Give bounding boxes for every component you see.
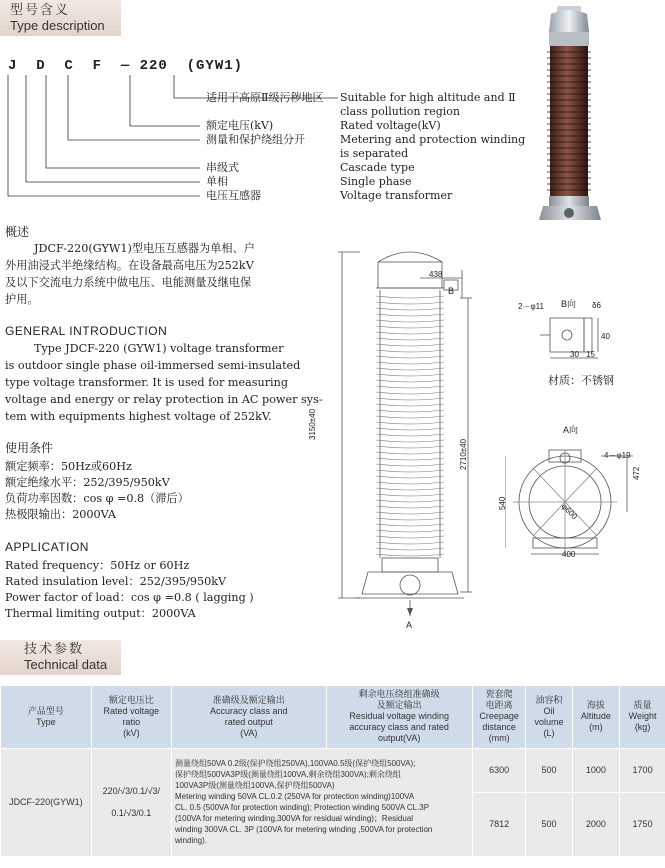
header-accuracy: 准确级及额定输出 Accuracy class and rated output (VA) bbox=[172, 686, 327, 748]
legend-en-3: Cascade type bbox=[340, 161, 415, 174]
general-line-3: voltage and energy or relay protection in AC power sys- bbox=[5, 393, 323, 406]
header-ratio: 额定电压比 Rated voltage ratio (kV) bbox=[91, 686, 171, 748]
type-description-header bbox=[0, 0, 121, 36]
dim-400: 400 bbox=[562, 550, 576, 559]
conditions-line-2: 负荷功率因数：cos φ =0.8（滞后） bbox=[5, 492, 189, 505]
technical-data-title-zh: 技术参数 bbox=[24, 642, 85, 657]
header-type: 产品型号 Type bbox=[1, 686, 92, 748]
header-residual: 剩余电压绕组准确级 及额定输出 Residual voltage winding accuracy class and rated output(VA) bbox=[326, 686, 472, 748]
conditions-heading: 使用条件 bbox=[5, 441, 54, 455]
legend-en-2: Metering and protection winding bbox=[340, 133, 526, 146]
legend-en-4: Single phase bbox=[340, 175, 412, 188]
general-heading: GENERAL INTRODUCTION bbox=[5, 324, 168, 338]
technical-data-header bbox=[0, 640, 121, 675]
cell-weight-0: 1700 bbox=[620, 748, 665, 792]
b-view-drawing bbox=[530, 310, 630, 365]
legend-zh-2: 测量和保护绕组分开 bbox=[206, 133, 305, 146]
application-line-1: Rated insulation level：252/395/950kV bbox=[5, 575, 227, 588]
header-creepage: 瓷套爬 电距离 Creepage distance (mm) bbox=[472, 686, 526, 748]
dim-phi: φ600 bbox=[559, 501, 580, 522]
legend-zh-3: 串级式 bbox=[206, 161, 239, 174]
header-oil: 油容积 Oil volume (L) bbox=[526, 686, 572, 748]
cell-accuracy: 测量绕组50VA 0.2级(保护绕组250VA),100VA0.5级(保护绕组500VA); 保护绕组500VA3P级(测量绕组100VA,剩余绕组300VA);剩余绕组 100VA3P级(测量绕组100VA,保护绕组500VA) Metering winding 50VA CL.0.2 (250VA for protection winding)100VA CL. 0.5 (500VA for protection winding); Protection winding 500VA CL.3P (100VA for metering winding,300VA for residual winding)；Residual winding 300VA CL. 3P (100VA for metering winding ,500VA for protection winding). bbox=[172, 748, 473, 856]
technical-data-table bbox=[0, 686, 665, 856]
a-view-drawing bbox=[505, 440, 655, 565]
model-code: J D C F — 220 (GYW1) bbox=[8, 58, 244, 74]
legend-zh-1: 额定电压(kV) bbox=[206, 119, 274, 132]
cell-creepage-0: 6300 bbox=[472, 748, 526, 792]
legend-zh-4: 单相 bbox=[206, 175, 228, 188]
application-line-0: Rated frequency：50Hz or 60Hz bbox=[5, 559, 190, 572]
dim-2710: 2710±40 bbox=[459, 438, 468, 470]
overview-line-3: 护用。 bbox=[5, 293, 39, 306]
conditions-line-3: 热极限输出：2000VA bbox=[5, 508, 116, 521]
overview-line-0: JDCF-220(GYW1)型电压互感器为单相、户 bbox=[34, 242, 255, 255]
legend-en-0: Suitable for high altitude and Ⅱ bbox=[340, 91, 516, 104]
label-b: B bbox=[448, 286, 455, 296]
table-row bbox=[1, 748, 665, 792]
material-note: 材质：不锈钢 bbox=[548, 374, 614, 387]
type-description-title-en: Type description bbox=[10, 17, 105, 33]
legend-en-0b: class pollution region bbox=[340, 105, 460, 118]
conditions-line-0: 额定频率：50Hz或60Hz bbox=[5, 460, 132, 473]
cell-creepage-1: 7812 bbox=[472, 792, 526, 856]
cell-type: JDCF-220(GYW1) bbox=[1, 748, 92, 856]
legend-en-2b: is separated bbox=[340, 147, 409, 160]
general-line-2: type voltage transformer. It is used for measuring bbox=[5, 376, 288, 389]
dim-40: 40 bbox=[601, 332, 610, 341]
a-view-label: A向 bbox=[563, 425, 579, 435]
cell-weight-1: 1750 bbox=[620, 792, 665, 856]
general-line-1: is outdoor single phase oil-immersed semi-insulated bbox=[5, 359, 301, 372]
header-weight: 质量 Weight (kg) bbox=[620, 686, 665, 748]
cell-oil-1: 500 bbox=[526, 792, 572, 856]
application-line-3: Thermal limiting output：2000VA bbox=[5, 607, 196, 620]
overview-line-2: 及以下交流电力系统中做电压、电能测量及继电保 bbox=[5, 276, 252, 289]
dim-540: 540 bbox=[498, 496, 507, 510]
delta-label: δ6 bbox=[592, 301, 601, 310]
header-altitude: 海拔 Altitude (m) bbox=[572, 686, 619, 748]
dim-438: 438 bbox=[429, 270, 443, 279]
legend-zh-5: 电压互感器 bbox=[206, 189, 261, 202]
legend-zh-0: 适用于高原Ⅱ级污秽地区 bbox=[206, 91, 324, 104]
dim-3150: 3150±40 bbox=[308, 408, 317, 440]
b-view-label: B向 bbox=[561, 299, 577, 309]
general-line-4: tem with equipments highest voltage of 252kV. bbox=[5, 410, 272, 423]
type-description-title-zh: 型号含义 bbox=[10, 3, 71, 18]
cell-altitude-0: 1000 bbox=[572, 748, 619, 792]
dim-472: 472 bbox=[632, 466, 641, 480]
conditions-line-1: 额定绝缘水平：252/395/950kV bbox=[5, 476, 170, 489]
product-photo bbox=[535, 6, 605, 224]
general-line-0: Type JDCF-220 (GYW1) voltage transformer bbox=[34, 342, 284, 355]
dim-15: 15 bbox=[586, 350, 595, 359]
cell-altitude-1: 2000 bbox=[572, 792, 619, 856]
overview-line-1: 外用油浸式半绝缘结构。在设备最高电压为252kV bbox=[5, 259, 254, 272]
cell-oil-0: 500 bbox=[526, 748, 572, 792]
technical-data-title-en: Technical data bbox=[24, 656, 108, 672]
legend-en-1: Rated voltage(kV) bbox=[340, 119, 441, 132]
hole-2-label: 2－φ11 bbox=[518, 302, 544, 311]
dim-30: 30 bbox=[570, 350, 579, 359]
elevation-drawing bbox=[320, 240, 490, 630]
cell-ratio: 220/√3/0.1/√3/ 0.1/√3/0.1 bbox=[91, 748, 171, 856]
application-heading: APPLICATION bbox=[5, 540, 89, 554]
hole-4-label: 4－φ19 bbox=[604, 451, 631, 460]
legend-en-5: Voltage transformer bbox=[340, 189, 453, 202]
table-header-row bbox=[1, 686, 665, 748]
overview-heading: 概述 bbox=[5, 225, 30, 239]
label-a: A bbox=[406, 620, 413, 630]
application-line-2: Power factor of load：cos φ =0.8 ( lagging ) bbox=[5, 591, 254, 604]
